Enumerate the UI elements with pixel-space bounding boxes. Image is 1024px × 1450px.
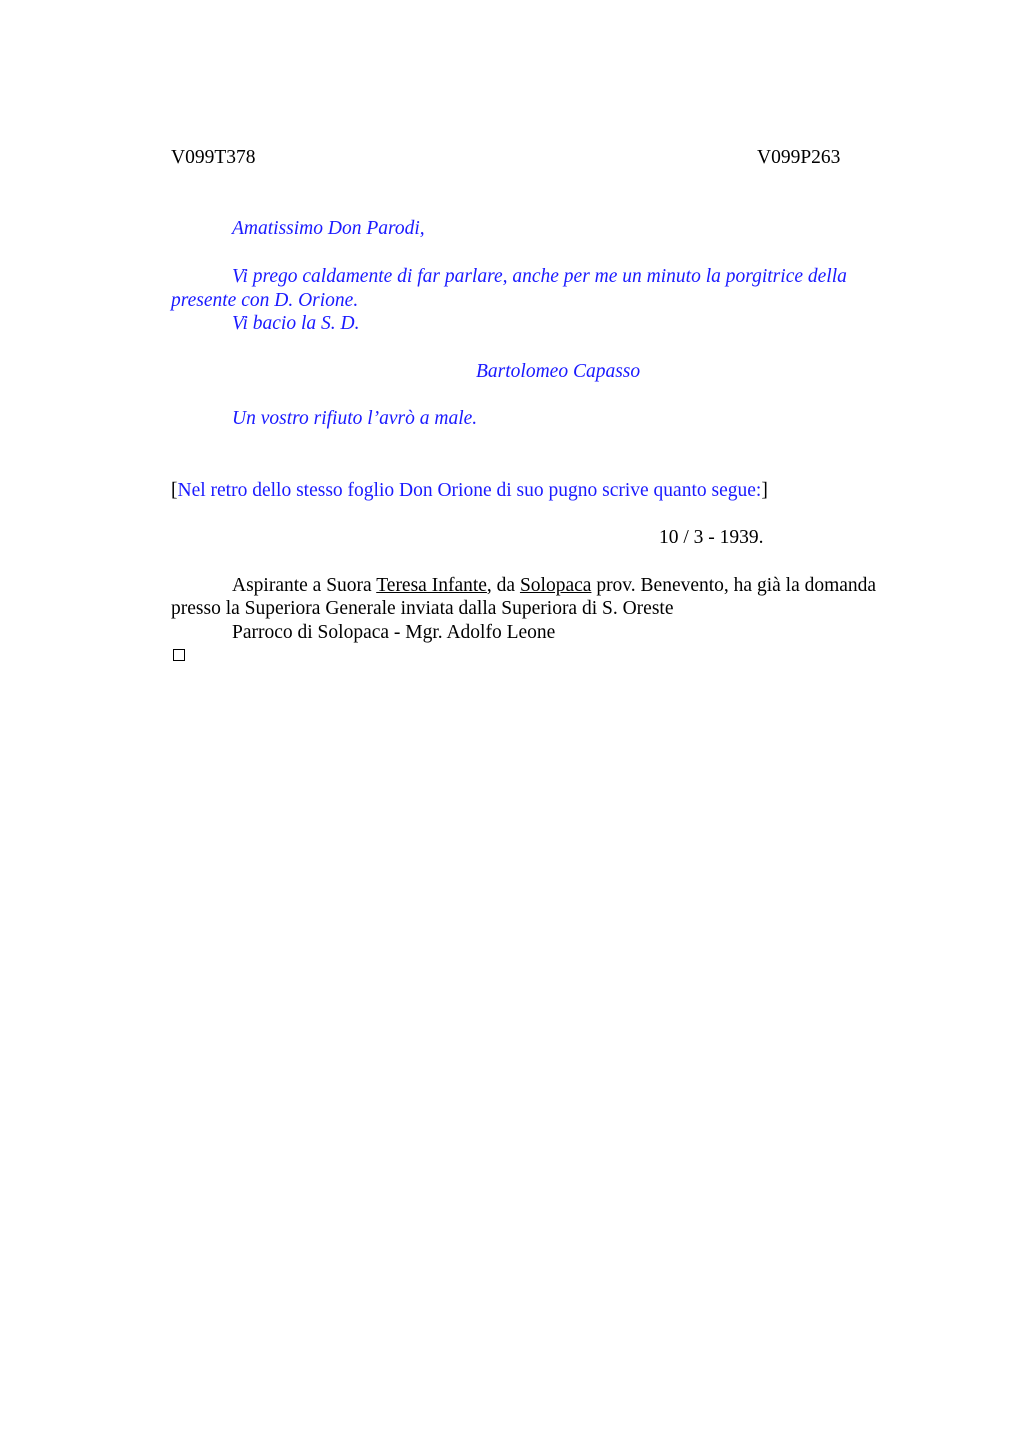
letter-postscript: Un vostro rifiuto l’avrò a male. <box>232 408 478 429</box>
reply-p1-prefix: Aspirante a Suora <box>232 575 377 596</box>
letter-body-line-1: Vi prego caldamente di far parlare, anche per me un minuto la porgitrice della <box>232 266 847 287</box>
letter-closing: Vi bacio la S. D. <box>232 313 360 334</box>
reply-paragraph-2: Parroco di Solopaca - Mgr. Adolfo Leone <box>232 622 556 643</box>
reply-paragraph-1-line-1 <box>232 574 876 598</box>
note-text: Nel retro dello stesso foglio Don Orione di suo pugno scrive quanto segue: <box>177 480 762 501</box>
square-checkbox-icon <box>173 649 185 661</box>
note-bracket-close: ] <box>761 480 768 501</box>
editorial-note <box>171 479 768 503</box>
letter-body-line-2: presente con D. Orione. <box>171 290 359 311</box>
letter-signature: Bartolomeo Capasso <box>476 361 641 382</box>
letter-salutation: Amatissimo Don Parodi, <box>232 218 425 239</box>
reply-paragraph-1-line-2: presso la Superiora Generale inviata dalla Superiora di S. Oreste <box>171 598 674 619</box>
reply-p1-mid: , da <box>486 575 520 596</box>
reply-p1-place: Solopaca <box>519 575 592 596</box>
note-bracket-open: [ <box>171 480 178 501</box>
reply-p1-suffix: prov. Benevento, ha già la domanda <box>591 575 877 596</box>
reply-p1-name: Teresa Infante <box>376 575 487 596</box>
document-code-left: V099T378 <box>171 147 256 168</box>
reply-date: 10 / 3 - 1939. <box>659 527 764 548</box>
document-code-right: V099P263 <box>757 147 841 168</box>
